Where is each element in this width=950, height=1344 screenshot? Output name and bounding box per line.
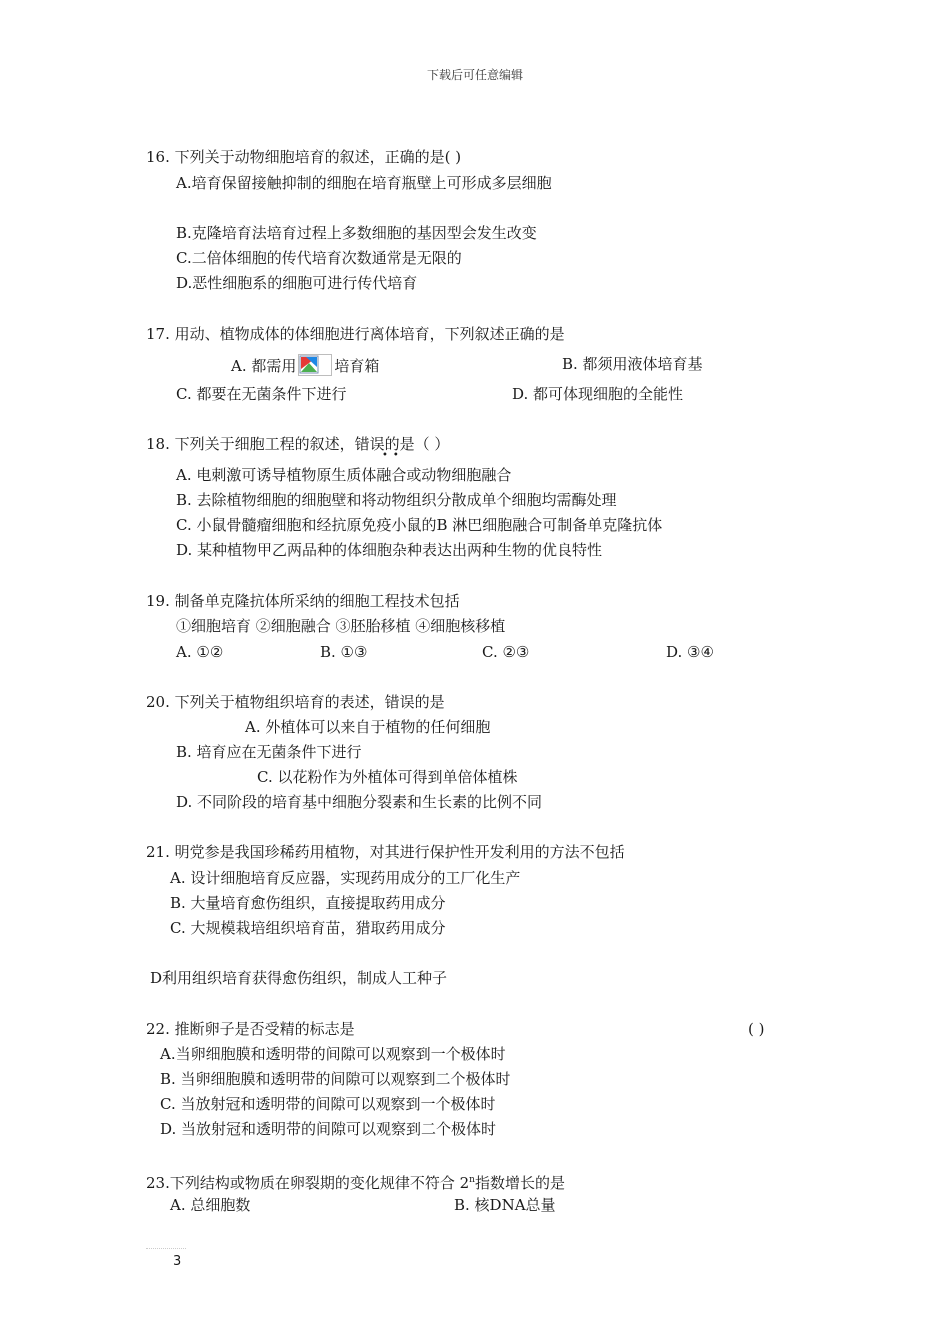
page-number: 3 bbox=[173, 1254, 182, 1269]
question-19-option-a: A. ①② bbox=[176, 643, 224, 661]
question-16-option-b: B.克隆培育法培育过程上多数细胞的基因型会发生改变 bbox=[176, 224, 537, 242]
emphasis-dots: •• bbox=[382, 450, 404, 461]
question-17-option-a-text-pre: A. 都需用 bbox=[231, 357, 297, 375]
question-19-option-b: B. ①③ bbox=[320, 643, 368, 661]
question-20-option-a: A. 外植体可以来自于植物的任何细胞 bbox=[245, 718, 491, 736]
page-header: 下载后可任意编辑 bbox=[426, 68, 523, 82]
question-16-stem: 16. 下列关于动物细胞培育的叙述，正确的是( ) bbox=[146, 148, 462, 166]
question-17-option-c: C. 都要在无菌条件下进行 bbox=[176, 385, 347, 403]
question-20-stem: 20. 下列关于植物组织培育的表述，错误的是 bbox=[146, 693, 445, 711]
question-20-option-d: D. 不同阶段的培育基中细胞分裂素和生长素的比例不同 bbox=[176, 793, 543, 811]
question-23-exponent: n bbox=[469, 1175, 475, 1185]
question-18-stem: 18. 下列关于细胞工程的叙述，错误的是（ ） bbox=[146, 435, 450, 453]
question-23-option-a: A. 总细胞数 bbox=[170, 1196, 251, 1214]
question-17-stem: 17. 用动、植物成体的体细胞进行离体培育，下列叙述正确的是 bbox=[146, 325, 565, 343]
question-22-option-d: D. 当放射冠和透明带的间隙可以观察到二个极体时 bbox=[160, 1120, 497, 1138]
question-16-option-a: A.培育保留接触抑制的细胞在培育瓶壁上可形成多层细胞 bbox=[176, 174, 552, 192]
question-21-option-d: D利用组织培育获得愈伤组织，制成人工种子 bbox=[150, 969, 448, 987]
question-17-option-a bbox=[231, 354, 379, 376]
question-23-stem-post: 指数增长的是 bbox=[474, 1174, 565, 1192]
question-19-option-d: D. ③④ bbox=[666, 643, 714, 661]
question-22-stem: 22. 推断卵子是否受精的标志是 bbox=[146, 1020, 355, 1038]
question-22-answer-blank: ( ) bbox=[748, 1020, 765, 1038]
question-17-option-b: B. 都须用液体培育基 bbox=[562, 355, 703, 373]
question-22-option-c: C. 当放射冠和透明带的间隙可以观察到一个极体时 bbox=[160, 1095, 496, 1113]
question-21-option-c: C. 大规模栽培组织培育苗，猎取药用成分 bbox=[170, 919, 446, 937]
question-21-option-a: A. 设计细胞培育反应器，实现药用成分的工厂化生产 bbox=[170, 869, 521, 887]
question-19-items: ①细胞培育 ②细胞融合 ③胚胎移植 ④细胞核移植 bbox=[176, 617, 506, 635]
broken-image-icon bbox=[298, 354, 332, 376]
question-19-stem: 19. 制备单克隆抗体所采纳的细胞工程技术包括 bbox=[146, 592, 460, 610]
question-18-option-a: A. 电刺激可诱导植物原生质体融合或动物细胞融合 bbox=[176, 466, 512, 484]
question-19-option-c: C. ②③ bbox=[482, 643, 530, 661]
question-22-option-a: A.当卵细胞膜和透明带的间隙可以观察到一个极体时 bbox=[160, 1045, 506, 1063]
question-18-option-d: D. 某种植物甲乙两品种的体细胞杂种表达出两种生物的优良特性 bbox=[176, 541, 603, 559]
question-20-option-b: B. 培育应在无菌条件下进行 bbox=[176, 743, 362, 761]
question-17-option-d: D. 都可体现细胞的全能性 bbox=[512, 385, 684, 403]
question-18-option-c: C. 小鼠骨髓瘤细胞和经抗原免疫小鼠的B 淋巴细胞融合可制备单克隆抗体 bbox=[176, 516, 663, 534]
question-16-option-d: D.恶性细胞系的细胞可进行传代培育 bbox=[176, 274, 418, 292]
question-23-stem bbox=[146, 1170, 565, 1193]
question-16-option-c: C.二倍体细胞的传代培育次数通常是无限的 bbox=[176, 249, 462, 267]
question-17-option-a-text-post: 培育箱 bbox=[334, 357, 380, 375]
question-23-stem-pre: 23.下列结构或物质在卵裂期的变化规律不符合 2 bbox=[146, 1174, 470, 1192]
question-18-option-b: B. 去除植物细胞的细胞壁和将动物组织分散成单个细胞均需酶处理 bbox=[176, 491, 617, 509]
footer-divider bbox=[146, 1248, 186, 1249]
question-22-option-b: B. 当卵细胞膜和透明带的间隙可以观察到二个极体时 bbox=[160, 1070, 511, 1088]
question-21-stem: 21. 明党参是我国珍稀药用植物，对其进行保护性开发利用的方法不包括 bbox=[146, 843, 625, 861]
question-23-option-b: B. 核DNA总量 bbox=[454, 1196, 556, 1214]
question-21-option-b: B. 大量培育愈伤组织，直接提取药用成分 bbox=[170, 894, 446, 912]
question-20-option-c: C. 以花粉作为外植体可得到单倍体植株 bbox=[257, 768, 518, 786]
